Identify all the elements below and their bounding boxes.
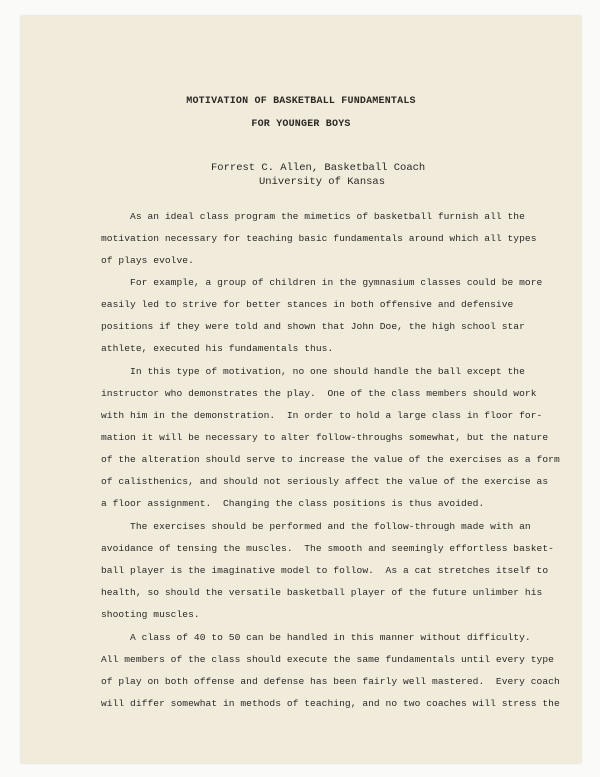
text-line: For example, a group of children in the gymnasium classes could be more [101, 277, 543, 288]
text-line: instructor who demonstrates the play. One of the class members should work [101, 388, 537, 399]
document-subtitle: FOR YOUNGER BOYS [251, 119, 351, 130]
text-line: athlete, executed his fundamentals thus. [101, 343, 334, 354]
author-name: Forrest C. Allen, Basketball Coach [211, 162, 426, 174]
text-line: ball player is the imaginative model to follow. As a cat stretches itself to [101, 565, 549, 576]
text-line: health, so should the versatile basketball player of the future unlimber his [101, 587, 543, 598]
text-line: The exercises should be performed and the follow-through made with an [101, 521, 531, 532]
text-line: A class of 40 to 50 can be handled in this manner without difficulty. [101, 632, 531, 643]
text-line: of plays evolve. [101, 255, 194, 266]
author-affiliation: University of Kansas [259, 176, 386, 188]
text-line: of the alteration should serve to increase the value of the exercises as a form [101, 454, 560, 465]
text-line: of calisthenics, and should not seriously affect the value of the exercise as [101, 476, 549, 487]
text-line: As an ideal class program the mimetics of basketball furnish all the [101, 211, 525, 222]
text-line: All members of the class should execute the same fundamentals until every type [101, 654, 554, 665]
document-title: MOTIVATION OF BASKETBALL FUNDAMENTALS [186, 96, 416, 107]
text-line: In this type of motivation, no one should handle the ball except the [101, 366, 525, 377]
text-line: shooting muscles. [101, 609, 200, 620]
text-line: will differ somewhat in methods of teaching, and no two coaches will stress the [101, 698, 560, 709]
text-line: easily led to strive for better stances in both offensive and defensive [101, 299, 514, 310]
text-line: of play on both offense and defense has been fairly well mastered. Every coach [101, 676, 560, 687]
text-line: with him in the demonstration. In order to hold a large class in floor for- [101, 410, 543, 421]
text-line: positions if they were told and shown that John Doe, the high school star [101, 321, 525, 332]
document-page [21, 16, 581, 763]
text-line: avoidance of tensing the muscles. The smooth and seemingly effortless basket- [101, 543, 554, 554]
text-line: mation it will be necessary to alter follow-throughs somewhat, but the nature [101, 432, 549, 443]
text-line: a floor assignment. Changing the class positions is thus avoided. [101, 498, 485, 509]
text-line: motivation necessary for teaching basic fundamentals around which all types [101, 233, 537, 244]
